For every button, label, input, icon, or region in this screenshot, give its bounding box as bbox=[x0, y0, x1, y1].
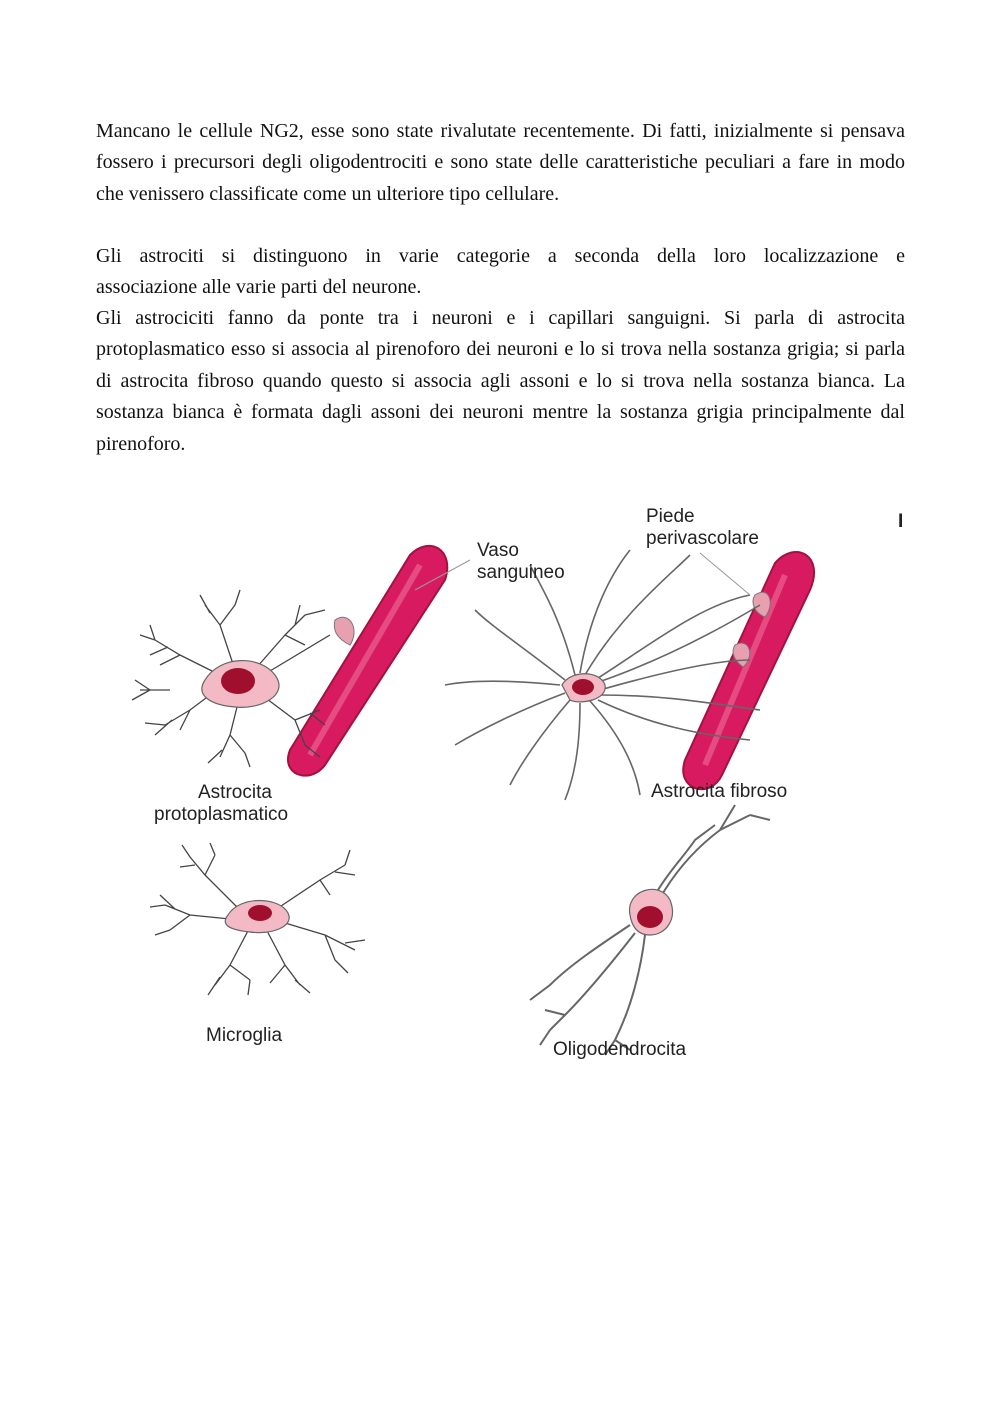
label-vaso: Vaso bbox=[477, 540, 519, 561]
paragraph-astrocyte-categories bbox=[96, 241, 905, 304]
label-microglia: Microglia bbox=[206, 1025, 283, 1046]
label-perivascolare: perivascolare bbox=[646, 528, 759, 549]
nucleus bbox=[637, 906, 663, 928]
oligodendrocyte-illustration bbox=[530, 805, 770, 1055]
paragraph-ng2: Mancano le cellule NG2, esse sono state rivalutate recentemente. Di fatti, inizialmente si pensava fossero i precursori degli oligodentrociti e sono state delle caratteristiche peculiari a fare in modo che venissero classificate come un ulteriore tipo cellulare. bbox=[96, 120, 905, 205]
microglia-illustration bbox=[150, 843, 365, 995]
paragraph-line: Gli astrociti si distinguono in varie categorie a seconda della loro localizzazione e bbox=[96, 245, 905, 267]
label-astrocita-fibroso: Astrocita fibroso bbox=[651, 781, 788, 802]
blood-vessel-right bbox=[683, 552, 814, 789]
label-oligodendrocita: Oligodendrocita bbox=[553, 1039, 687, 1060]
label-protoplasmatico: protoplasmatico bbox=[154, 804, 289, 825]
protoplasmic-astrocyte-illustration bbox=[132, 546, 447, 776]
label-corner-mark: I bbox=[898, 511, 904, 532]
fibrous-astrocyte-illustration bbox=[415, 550, 814, 800]
label-astrocita: Astrocita bbox=[198, 782, 272, 803]
nucleus bbox=[248, 905, 272, 921]
glial-cells-figure bbox=[110, 495, 920, 1075]
paragraph-line: associazione alle varie parti del neurone. bbox=[96, 276, 422, 299]
paragraph-astrocyte-types: Gli astrociciti fanno da ponte tra i neuroni e i capillari sanguigni. Si parla di astrocita protoplasmatico esso si associa al pirenoforo dei neuroni e lo si trova nella sostanza grigia; si parla di astrocita fibroso quando questo si associa agli assoni e lo si trova nella sostanza bianca. La sostanza bianca è formata dagli assoni dei neuroni mentre la sostanza grigia principalmente dal pirenoforo. bbox=[96, 307, 905, 455]
nucleus bbox=[221, 668, 255, 694]
nucleus bbox=[572, 679, 594, 695]
label-piede: Piede bbox=[646, 506, 695, 527]
label-sanguineo: sanguineo bbox=[477, 562, 565, 583]
